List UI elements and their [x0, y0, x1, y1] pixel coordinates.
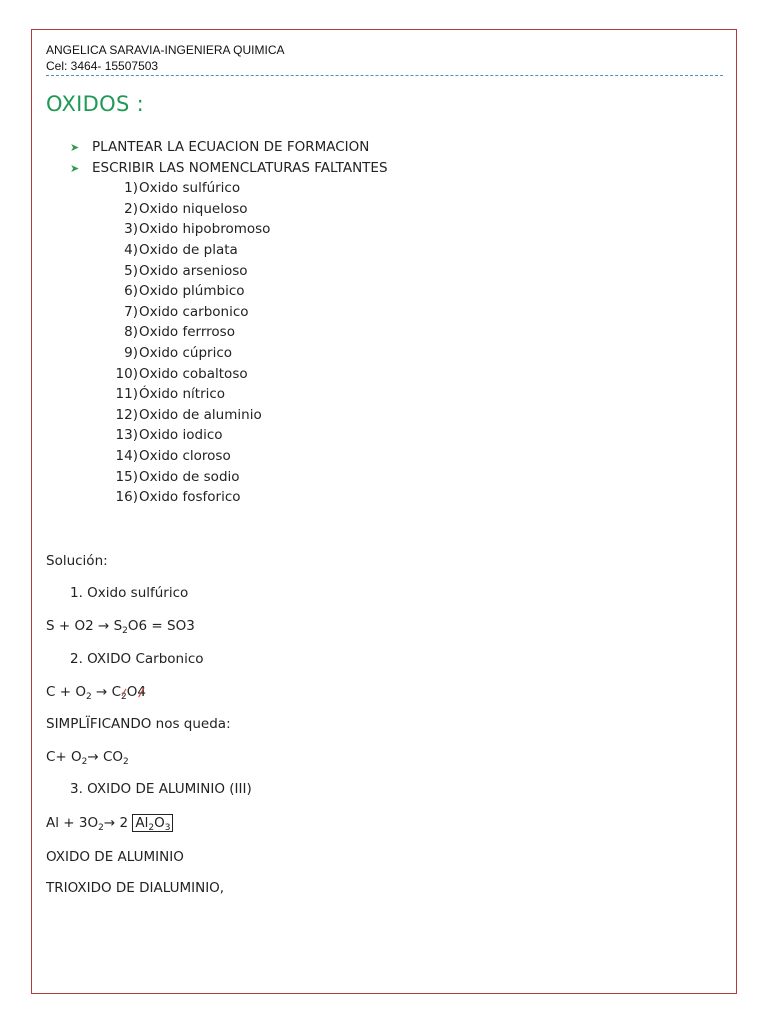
struck-subscript: 2	[121, 684, 127, 700]
page-title: OXIDOS :	[46, 92, 144, 116]
list-item: 11) Óxido nítrico	[115, 386, 226, 403]
solution-heading: Solución:	[46, 553, 108, 569]
instruction-item: ➤ PLANTEAR LA ECUACION DE FORMACION	[70, 139, 370, 156]
header-phone: Cel: 3464- 15507503	[46, 59, 159, 73]
list-item: 6) Oxido plúmbico	[124, 283, 245, 300]
list-item: 3) Oxido hipobromoso	[124, 221, 271, 238]
equation-4: $Al + 3O_2\to 2$ $Al_2O_3$	[46, 815, 173, 831]
instruction-item: ➤ ESCRIBIR LAS NOMENCLATURAS FALTANTES	[70, 160, 388, 177]
list-item: 5) Oxido arsenioso	[124, 262, 248, 279]
list-item: 2) Oxido niqueloso	[124, 200, 248, 217]
list-item: 12) Oxido de aluminio	[115, 406, 262, 423]
solution-step-1: 1. Oxido sulfúrico	[70, 585, 189, 601]
document-header	[46, 42, 285, 74]
list-item: 15) Oxido de sodio	[115, 468, 240, 485]
arrow-bullet-icon: ➤	[70, 161, 80, 175]
header-author: ANGELICA SARAVIA-INGENIERA QUIMICA	[46, 43, 285, 57]
list-item: 1) Oxido sulfúrico	[124, 180, 241, 197]
solution-step-3: 3. OXIDO DE ALUMINIO (III)	[70, 781, 252, 797]
header-divider	[46, 75, 723, 76]
simplification-note: SIMPLÏFICANDO nos queda:	[46, 716, 231, 732]
equation-2: $C + O_2 \to C_2O4$	[46, 684, 146, 702]
list-item: 8) Oxido ferrroso	[124, 324, 235, 341]
equation-1: $S + O2 \to S_2O6 = SO3$	[46, 618, 195, 636]
list-item: 13) Oxido iodico	[115, 427, 223, 444]
list-item: 16) Oxido fosforico	[115, 489, 241, 506]
equation-3: $C+ O_2\to CO_2$	[46, 749, 129, 767]
boxed-formula: $Al_2O_3$	[132, 814, 173, 832]
arrow-bullet-icon: ➤	[70, 140, 80, 154]
struck-subscript: 4	[137, 684, 146, 700]
solution-step-2: 2. OXIDO Carbonico	[70, 651, 204, 667]
list-item: 14) Oxido cloroso	[115, 448, 231, 465]
list-item: 4) Oxido de plata	[124, 242, 238, 259]
list-item: 9) Oxido cúprico	[124, 345, 233, 362]
compound-name-1: OXIDO DE ALUMINIO	[46, 849, 184, 865]
instruction-list	[70, 137, 388, 178]
list-item: 10) Oxido cobaltoso	[115, 365, 248, 382]
compound-name-2: TRIOXIDO DE DIALUMINIO,	[46, 880, 225, 896]
list-item: 7) Oxido carbonico	[124, 303, 249, 320]
oxide-list	[100, 178, 270, 508]
